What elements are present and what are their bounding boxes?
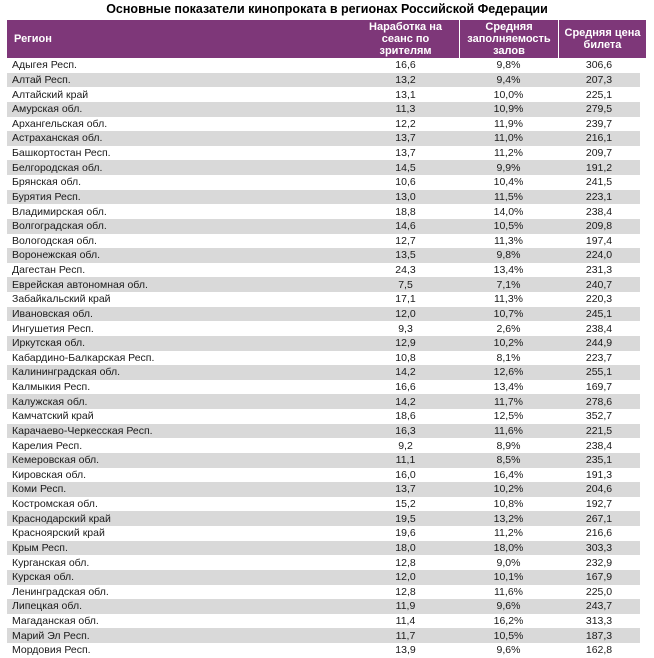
region-cell: Воронежская обл. [12,249,101,262]
price-cell: 244,9 [585,337,613,350]
table-row [7,351,640,366]
attendance-cell: 13,0 [395,190,416,203]
attendance-cell: 12,0 [395,307,416,320]
occupancy-cell: 16,2% [493,615,524,628]
price-cell: 169,7 [585,381,613,394]
attendance-cell: 12,2 [395,117,416,130]
price-cell: 216,6 [585,527,613,540]
region-cell: Амурская обл. [12,103,83,116]
region-cell: Адыгея Респ. [12,59,77,72]
attendance-cell: 14,2 [395,366,416,379]
table-header-row [7,20,646,58]
column-header-region: Регион [14,32,52,45]
occupancy-cell: 10,9% [493,103,524,116]
occupancy-cell: 10,2% [493,337,524,350]
region-cell: Ивановская обл. [12,307,93,320]
table-row [7,585,640,600]
price-cell: 239,7 [585,117,613,130]
table-body [7,58,640,658]
region-cell: Калмыкия Респ. [12,381,91,394]
attendance-cell: 13,5 [395,249,416,262]
price-cell: 313,3 [585,615,613,628]
region-cell: Красноярский край [12,527,105,540]
price-cell: 192,7 [585,498,613,511]
attendance-cell: 12,9 [395,337,416,350]
table-row [7,204,640,219]
occupancy-cell: 18,0% [493,541,524,554]
table-row [7,614,640,629]
table-row [7,146,640,161]
table-row [7,219,640,234]
price-cell: 279,5 [585,103,613,116]
attendance-cell: 14,6 [395,220,416,233]
price-cell: 162,8 [585,644,613,657]
table-row [7,117,640,132]
region-cell: Кировская обл. [12,468,87,481]
table-row [7,175,640,190]
attendance-cell: 18,6 [395,410,416,423]
occupancy-cell: 11,6% [494,585,523,598]
occupancy-cell: 11,0% [494,132,523,145]
table-row [7,511,640,526]
occupancy-cell: 12,5% [493,410,524,423]
attendance-cell: 13,9 [395,644,416,657]
region-cell: Забайкальский край [12,293,111,306]
occupancy-cell: 10,7% [493,307,524,320]
table-row [7,541,640,556]
attendance-cell: 24,3 [395,264,416,277]
price-cell: 232,9 [585,556,613,569]
occupancy-cell: 11,6% [494,424,523,437]
occupancy-cell: 9,8% [496,249,521,262]
occupancy-cell: 11,9% [494,117,523,130]
table-row [7,380,640,395]
region-cell: Иркутская обл. [12,337,85,350]
table-row [7,263,640,278]
region-cell: Марий Эл Респ. [12,629,90,642]
region-cell: Липецкая обл. [12,600,82,613]
price-cell: 191,3 [585,468,613,481]
table-row [7,453,640,468]
table-row [7,497,640,512]
attendance-cell: 11,1 [395,454,416,467]
attendance-cell: 13,7 [395,483,416,496]
occupancy-cell: 11,5% [494,190,523,203]
price-cell: 231,3 [585,264,613,277]
attendance-cell: 7,5 [398,278,413,291]
table-row [7,555,640,570]
price-cell: 241,5 [585,176,613,189]
region-cell: Волгоградская обл. [12,220,107,233]
attendance-cell: 9,2 [398,439,413,452]
region-cell: Башкортостан Респ. [12,147,111,160]
occupancy-cell: 13,2% [493,512,524,525]
region-cell: Кемеровская обл. [12,454,100,467]
table-row [7,160,640,175]
table-row [7,438,640,453]
price-cell: 303,3 [585,541,613,554]
occupancy-cell: 10,5% [493,220,524,233]
occupancy-cell: 9,0% [496,556,521,569]
region-cell: Дагестан Респ. [12,264,86,277]
region-cell: Курская обл. [12,571,75,584]
region-cell: Карелия Респ. [12,439,83,452]
price-cell: 167,9 [585,571,613,584]
table-row [7,409,640,424]
region-cell: Брянская обл. [12,176,82,189]
region-cell: Кабардино-Балкарская Респ. [12,351,155,364]
table-row [7,102,640,117]
table-row [7,248,640,263]
region-cell: Вологодская обл. [12,234,97,247]
price-cell: 207,3 [585,73,613,86]
price-cell: 224,0 [585,249,613,262]
attendance-cell: 16,6 [395,59,416,72]
price-cell: 306,6 [585,59,613,72]
attendance-cell: 15,2 [395,498,416,511]
attendance-cell: 11,3 [395,103,416,116]
attendance-cell: 13,2 [395,73,416,86]
region-cell: Архангельская обл. [12,117,108,130]
attendance-cell: 14,5 [395,161,416,174]
region-cell: Алтайский край [12,88,89,101]
occupancy-cell: 10,5% [493,629,524,642]
attendance-cell: 19,6 [395,527,416,540]
price-cell: 209,7 [585,147,613,160]
region-cell: Краснодарский край [12,512,111,525]
price-cell: 278,6 [585,395,613,408]
price-cell: 267,1 [585,512,613,525]
table-row [7,365,640,380]
attendance-cell: 14,2 [395,395,416,408]
table-row [7,73,640,88]
attendance-cell: 17,1 [395,293,416,306]
price-cell: 191,2 [585,161,613,174]
column-header-average-ticket-price: Средняя цена билета [558,20,646,58]
price-cell: 187,3 [585,629,613,642]
page-title: Основные показатели кинопроката в регионах Российской Федерации [106,2,548,16]
region-cell: Еврейская автономная обл. [12,278,148,291]
region-cell: Карачаево-Черкесская Респ. [12,424,153,437]
price-cell: 221,5 [585,424,613,437]
region-cell: Курганская обл. [12,556,90,569]
attendance-cell: 18,8 [395,205,416,218]
price-cell: 216,1 [585,132,613,145]
price-cell: 352,7 [585,410,613,423]
region-cell: Калужская обл. [12,395,88,408]
occupancy-cell: 11,3% [494,293,523,306]
regions-cinema-table [7,20,646,658]
attendance-cell: 10,6 [395,176,416,189]
attendance-cell: 13,7 [395,132,416,145]
occupancy-cell: 10,1% [493,571,524,584]
price-cell: 238,4 [585,322,613,335]
price-cell: 240,7 [585,278,613,291]
occupancy-cell: 9,6% [496,600,521,613]
price-cell: 255,1 [585,366,613,379]
price-cell: 197,4 [585,234,613,247]
price-cell: 235,1 [585,454,613,467]
occupancy-cell: 11,2% [494,527,523,540]
table-row [7,482,640,497]
attendance-cell: 11,9 [395,600,416,613]
region-cell: Ингушетия Респ. [12,322,94,335]
occupancy-cell: 8,9% [496,439,521,452]
occupancy-cell: 11,2% [494,147,523,160]
table-row [7,394,640,409]
attendance-cell: 12,7 [395,234,416,247]
occupancy-cell: 9,6% [496,644,521,657]
region-cell: Астраханская обл. [12,132,103,145]
attendance-cell: 10,8 [395,351,416,364]
region-cell: Коми Респ. [12,483,67,496]
occupancy-cell: 10,0% [493,88,524,101]
region-cell: Костромская обл. [12,498,98,511]
column-header-attendance-per-screening: Наработка на сеанс по зрителям [369,20,442,58]
table-row [7,87,640,102]
attendance-cell: 19,5 [395,512,416,525]
price-cell: 225,0 [585,585,613,598]
table-row [7,234,640,249]
region-cell: Белгородская обл. [12,161,103,174]
table-row [7,628,640,643]
table-row [7,570,640,585]
table-row [7,277,640,292]
region-cell: Алтай Респ. [12,73,71,86]
attendance-cell: 11,7 [395,629,416,642]
table-row [7,336,640,351]
occupancy-cell: 13,4% [493,264,524,277]
price-cell: 243,7 [585,600,613,613]
attendance-cell: 11,4 [395,615,416,628]
region-cell: Крым Респ. [12,541,68,554]
table-row [7,468,640,483]
table-row [7,58,640,73]
region-cell: Камчатский край [12,410,94,423]
price-cell: 238,4 [585,439,613,452]
region-cell: Ленинградская обл. [12,585,109,598]
price-cell: 225,1 [585,88,613,101]
attendance-cell: 12,8 [395,556,416,569]
occupancy-cell: 10,2% [493,483,524,496]
occupancy-cell: 13,4% [493,381,524,394]
occupancy-cell: 11,7% [494,395,523,408]
attendance-cell: 16,6 [395,381,416,394]
attendance-cell: 13,7 [395,147,416,160]
region-cell: Владимирская обл. [12,205,107,218]
region-cell: Бурятия Респ. [12,190,81,203]
region-cell: Калининградская обл. [12,366,120,379]
attendance-cell: 12,0 [395,571,416,584]
occupancy-cell: 11,3% [494,234,523,247]
price-cell: 245,1 [585,307,613,320]
occupancy-cell: 14,0% [493,205,524,218]
occupancy-cell: 8,1% [496,351,521,364]
price-cell: 223,7 [585,351,613,364]
occupancy-cell: 9,8% [496,59,521,72]
occupancy-cell: 9,9% [496,161,521,174]
occupancy-cell: 9,4% [496,73,521,86]
table-row [7,643,640,658]
price-cell: 220,3 [585,293,613,306]
occupancy-cell: 7,1% [496,278,521,291]
occupancy-cell: 2,6% [496,322,521,335]
price-cell: 223,1 [585,190,613,203]
attendance-cell: 13,1 [395,88,416,101]
region-cell: Магаданская обл. [12,615,99,628]
table-row [7,321,640,336]
attendance-cell: 16,0 [395,468,416,481]
table-row [7,424,640,439]
occupancy-cell: 8,5% [496,454,521,467]
region-cell: Мордовия Респ. [12,644,91,657]
table-row [7,526,640,541]
occupancy-cell: 16,4% [493,468,524,481]
price-cell: 209,8 [585,220,613,233]
table-row [7,307,640,322]
attendance-cell: 16,3 [395,424,416,437]
occupancy-cell: 12,6% [493,366,524,379]
occupancy-cell: 10,4% [493,176,524,189]
table-row [7,190,640,205]
occupancy-cell: 10,8% [493,498,524,511]
attendance-cell: 18,0 [395,541,416,554]
attendance-cell: 12,8 [395,585,416,598]
table-row [7,131,640,146]
price-cell: 204,6 [585,483,613,496]
table-row [7,292,640,307]
price-cell: 238,4 [585,205,613,218]
table-row [7,599,640,614]
attendance-cell: 9,3 [398,322,413,335]
column-header-average-occupancy: Средняя заполняемость залов [459,20,558,58]
